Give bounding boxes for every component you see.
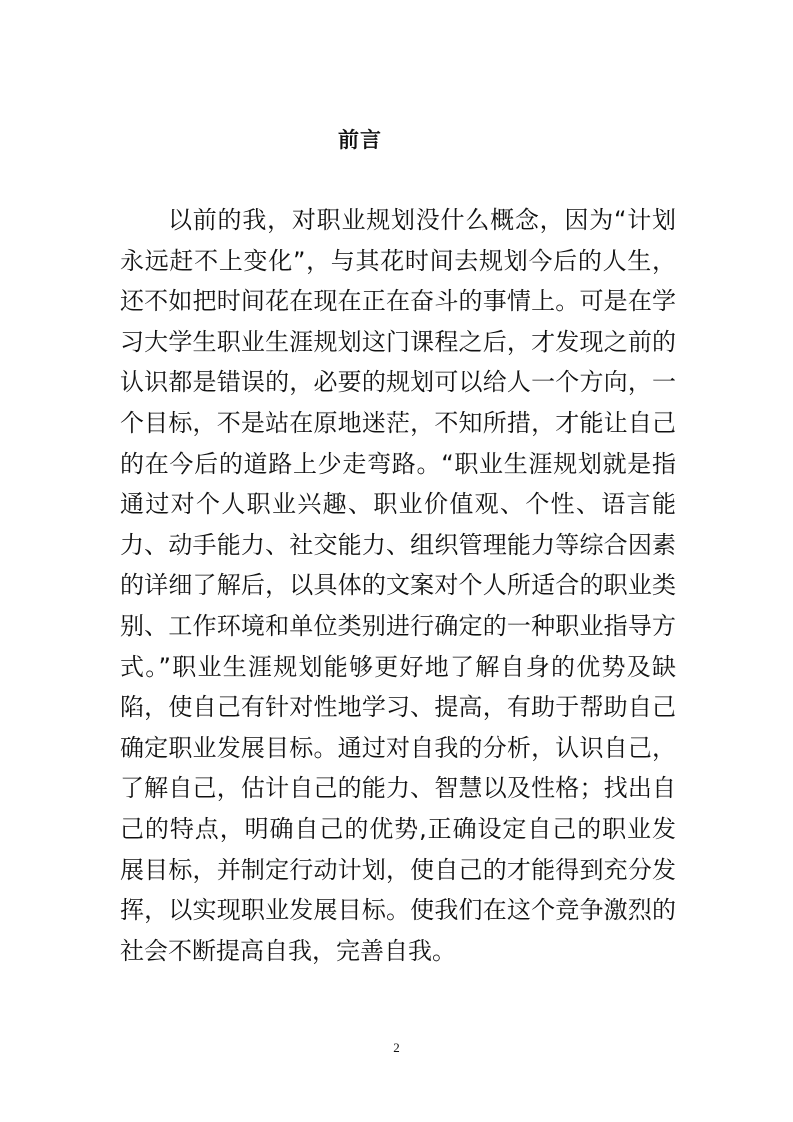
body-paragraph: 以前的我，对职业规划没什么概念，因为“计划永远赶不上变化”，与其花时间去规划今后的人生，还不如把时间花在现在正在奋斗的事情上。可是在学习大学生职业生涯规划这门课程之后，才发现之前的认识都是错误的，必要的规划可以给人一个方向，一个目标，不是站在原地迷茫，不知所措，才能让自己的在今后的道路上少走弯路。“职业生涯规划就是指通过对个人职业兴趣、职业价值观、个性、语言能力、动手能力、社交能力、组织管理能力等综合因素的详细了解后，以具体的文案对个人所适合的职业类别、工作环境和单位类别进行确定的一种职业指导方式。”职业生涯规划能够更好地了解自身的优势及缺陷，使自己有针对性地学习、提高，有助于帮助自己确定职业发展目标。通过对自我的分析，认识自己，了解自己，估计自己的能力、智慧以及性格；找出自己的特点，明确自己的优势,正确设定自己的职业发展目标，并制定行动计划，使自己的才能得到充分发挥，以实现职业发展目标。使我们在这个竞争激烈的社会不断提高自我，完善自我。: [120, 206, 676, 965]
page-title: 前言: [338, 128, 382, 152]
page-number: 2: [393, 1040, 400, 1055]
